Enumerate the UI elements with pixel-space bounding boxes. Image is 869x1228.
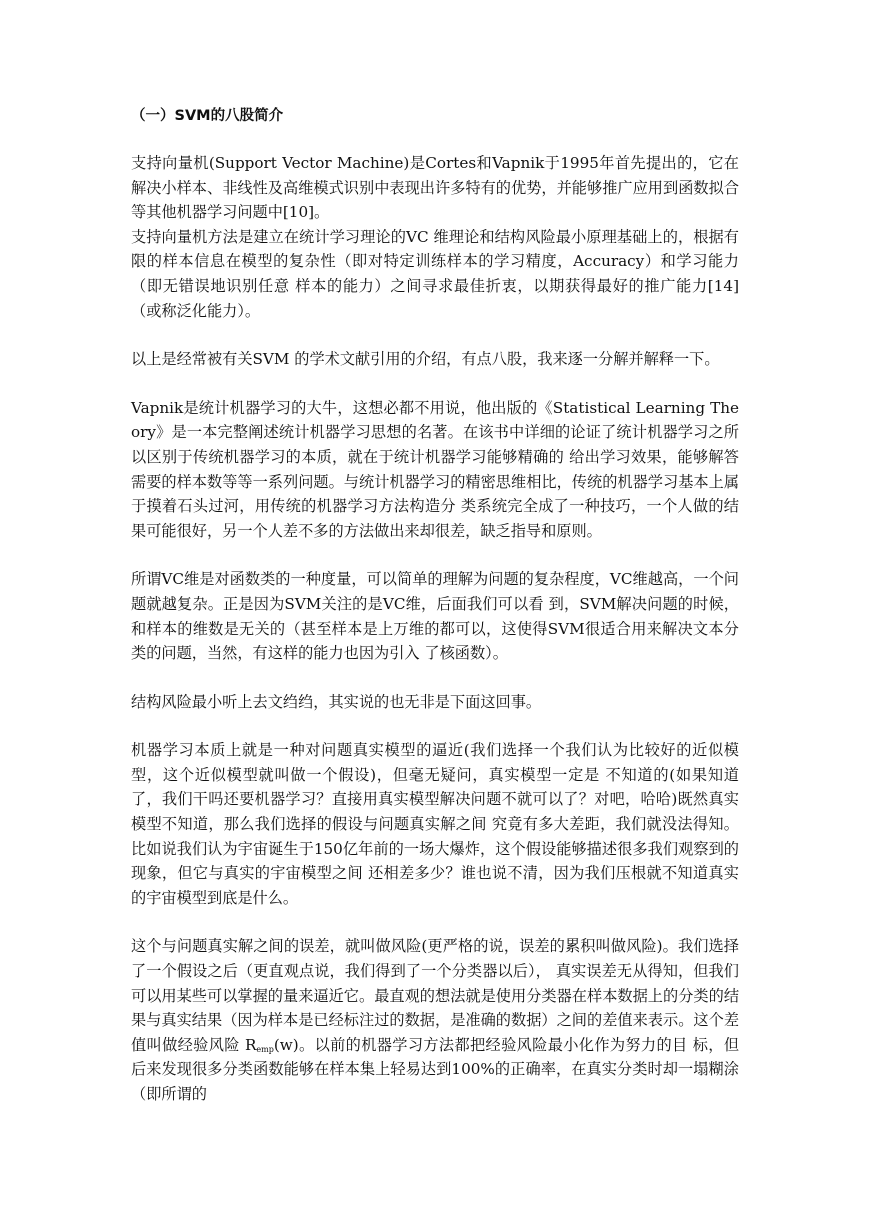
paragraph-empirical-risk (131, 934, 739, 1106)
document-page (131, 103, 739, 1107)
paragraph-explanation-intro: 以上是经常被有关SVM 的学术文献引用的介绍，有点八股，我来逐一分解并解释一下。 (131, 350, 720, 369)
paragraph-structural-risk: 结构风险最小听上去文绉绉，其实说的也无非是下面这回事。 (131, 692, 542, 711)
paragraph-vapnik: Vapnik是统计机器学习的大牛，这想必都不用说，他出版的《Statistical Learning Theory》是一本完整阐述统计机器学习思想的名著。在该书中详细的论证了统计机器学习之所以区别于传统机器学习的本质，就在于统计机器学习能够精确的 给出学习效果，能够解答需要的样本数等等一系列问题。与统计机器学习的精密思维相比，传统的机器学习基本上属于摸着石头过河，用传统的机器学习方法构造分 类系统完全成了一种技巧，一个人做的结果可能很好，另一个人差不多的方法做出来却很差，缺乏指导和原则。 (131, 398, 739, 540)
empirical-risk-subscript: emp (256, 1044, 274, 1054)
paragraph-svm-definition: 支持向量机(Support Vector Machine)是Cortes和Vapnik于1995年首先提出的，它在解决小样本、非线性及高维模式识别中表现出许多特有的优势，并能够推广应用到函数拟合等其他机器学习问题中[10]。 (131, 154, 739, 222)
paragraph-model-approximation: 机器学习本质上就是一种对问题真实模型的逼近(我们选择一个我们认为比较好的近似模型，这个近似模型就叫做一个假设)，但毫无疑问，真实模型一定是 不知道的(如果知道了，我们干吗还要机器学习？直接用真实模型解决问题不就可以了？对吧，哈哈)既然真实模型不知道，那么我们选择的假设与问题真实解之间 究竟有多大差距，我们就没法得知。比如说我们认为宇宙诞生于150亿年前的一场大爆炸，这个假设能够描述很多我们观察到的现象，但它与真实的宇宙模型之间 还相差多少？谁也说不清，因为我们压根就不知道真实的宇宙模型到底是什么。 (131, 741, 739, 907)
paragraph-svm-method: 支持向量机方法是建立在统计学习理论的VC 维理论和结构风险最小原理基础上的，根据有限的样本信息在模型的复杂性（即对特定训练样本的学习精度，Accuracy）和学习能力（即无错误地识别任意 样本的能力）之间寻求最佳折衷，以期获得最好的推广能力[14]（或称泛化能力）。 (131, 227, 739, 320)
empirical-risk-text-b: (w)。以前的机器学习方法都把经验风险最小化作为努力的目 标，但后来发现很多分类函数能够在样本集上轻易达到100%的正确率，在真实分类时却一塌糊涂（即所谓的 (131, 1035, 740, 1103)
section-heading: （一）SVM的八股简介 (131, 108, 284, 124)
empirical-risk-text-a: 这个与问题真实解之间的误差，就叫做风险(更严格的说，误差的累积叫做风险)。我们选择了一个假设之后（更直观点说，我们得到了一个分类器以后）， 真实误差无从得知，但我们可以用某些可以掌握的量来逼近它。最直观的想法就是使用分类器在样本数据上的分类的结果与真实结果（因为样本是已经标注过的数据，是准确的数据）之间的差值来表示。这个差值叫做经验风险 R (131, 937, 739, 1054)
paragraph-vc-dimension: 所谓VC维是对函数类的一种度量，可以简单的理解为问题的复杂程度，VC维越高，一个问题就越复杂。正是因为SVM关注的是VC维，后面我们可以看 到，SVM解决问题的时候，和样本的维数是无关的（甚至样本是上万维的都可以，这使得SVM很适合用来解决文本分类的问题，当然，有这样的能力也因为引入 了核函数）。 (131, 570, 739, 663)
